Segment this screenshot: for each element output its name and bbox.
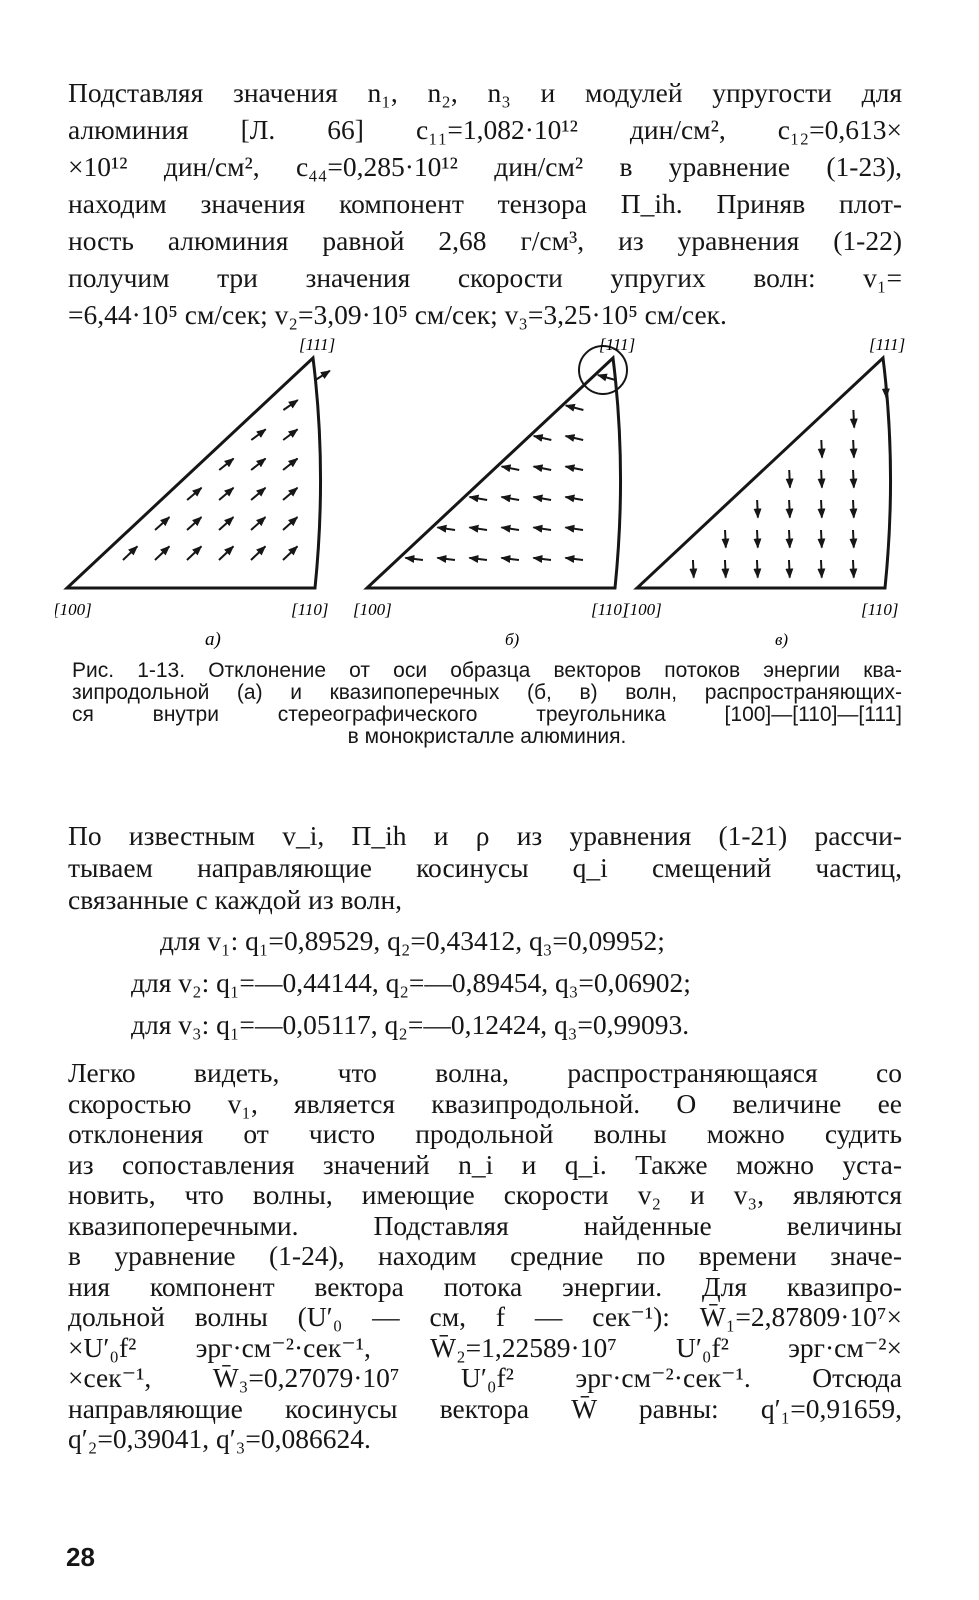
- energy-flux-arrow: [219, 546, 233, 560]
- energy-flux-arrow: [501, 558, 519, 560]
- text-line: отклонения от чисто продольной волны можно судить: [68, 1118, 902, 1149]
- energy-flux-arrow: [187, 546, 201, 560]
- energy-flux-arrow: [565, 527, 583, 530]
- text-line: скоростью v₁, является квазипродольной. О величине ее: [68, 1087, 902, 1119]
- energy-flux-arrow: [821, 500, 822, 518]
- text-line: в уравнение (1-24), находим средние по времени значе-: [68, 1240, 902, 1271]
- vertex-label-top: [111]: [869, 335, 906, 354]
- text-line: направляющие косинусы вектора W̄ равны: q′₁=0,91659,: [68, 1392, 902, 1424]
- energy-flux-arrow: [283, 517, 297, 530]
- energy-flux-arrow: [853, 440, 854, 458]
- energy-flux-arrow: [187, 517, 201, 530]
- energy-flux-arrow: [155, 546, 169, 560]
- energy-flux-arrow: [853, 470, 854, 488]
- text-line: новить, что волны, имеющие скорости v₂ и v₃, являются: [68, 1179, 902, 1210]
- vertex-label-left: [100]: [55, 600, 92, 619]
- caption-line: ся внутри стереографического треугольника [100]—[110]—[111]: [72, 703, 902, 726]
- energy-flux-arrow: [757, 530, 758, 548]
- energy-flux-arrow: [251, 488, 265, 500]
- energy-flux-arrow: [534, 436, 552, 440]
- energy-flux-arrow: [437, 558, 455, 560]
- stereographic-triangles: [55, 330, 925, 650]
- energy-flux-arrow: [469, 558, 487, 560]
- energy-flux-arrow: [219, 459, 233, 470]
- text-line: Легко видеть, что волна, распространяющаяся со: [68, 1057, 902, 1088]
- energy-flux-arrow: [502, 466, 520, 470]
- middle-paragraph: [68, 820, 902, 916]
- energy-flux-arrow: [533, 497, 551, 500]
- text-line: тываем направляющие косинусы q_i смещений частиц,: [68, 852, 902, 883]
- energy-flux-arrow: [501, 527, 519, 530]
- text-line: получим три значения скорости упругих волн: v₁=: [68, 262, 902, 293]
- caption-line: в монокристалле алюминия.: [347, 725, 627, 748]
- energy-flux-arrow: [757, 500, 758, 518]
- energy-flux-arrow: [821, 530, 822, 548]
- energy-flux-arrow: [251, 546, 265, 560]
- triangle-panel: [353, 335, 635, 649]
- vertex-label-right: [110]: [861, 600, 899, 619]
- energy-flux-arrow: [789, 500, 790, 518]
- energy-flux-arrow: [251, 429, 265, 440]
- equation-v3: для v₃: q₁=—0,05117, q₂=—0,12424, q₃=0,99093.: [131, 1009, 690, 1040]
- text-line: из сопоставления значений n_i и q_i. Также можно уста-: [68, 1148, 902, 1180]
- text-line: ния компонент вектора потока энергии. Для квазипро-: [68, 1270, 902, 1302]
- energy-flux-arrow: [533, 527, 551, 530]
- caption-line: Рис. 1-13. Отклонение от оси образца векторов потоков энергии ква-: [72, 659, 902, 682]
- energy-flux-arrow: [821, 440, 822, 458]
- text-line: алюминия [Л. 66] c₁₁=1,082·10¹² дин/см², c₁₂=0,613×: [68, 114, 902, 145]
- figure-caption: [72, 660, 902, 748]
- text-line: дольной волны (U′₀ — см, f — сек⁻¹): W̄₁=2,87809·10⁷×: [68, 1301, 902, 1332]
- text-line: связанные с каждой из волн,: [68, 884, 403, 915]
- text-line: =6,44·10⁵ см/сек; v₂=3,09·10⁵ см/сек; v₃=3,25·10⁵ см/сек.: [68, 299, 727, 330]
- energy-flux-arrow: [283, 546, 297, 560]
- text-line: По известным v_i, Π_ih и ρ из уравнения (1-21) рассчи-: [68, 820, 902, 851]
- energy-flux-arrow: [566, 406, 584, 410]
- energy-flux-arrow: [533, 558, 551, 560]
- energy-flux-arrow: [789, 530, 790, 548]
- text-line: ность алюминия равной 2,68 г/см³, из уравнения (1-22): [68, 225, 902, 256]
- energy-flux-arrow: [123, 546, 137, 560]
- energy-flux-arrow: [283, 459, 297, 470]
- panel-label: б): [505, 630, 520, 649]
- energy-flux-arrow: [693, 560, 694, 578]
- energy-flux-arrow: [219, 517, 233, 530]
- energy-flux-arrow: [853, 500, 854, 518]
- energy-flux-arrow: [821, 470, 822, 488]
- energy-flux-arrow: [155, 517, 169, 530]
- text-line: ×сек⁻¹, W̄₃=0,27079·10⁷ U′₀f² эрг·см⁻²·сек⁻¹. Отсюда: [68, 1362, 902, 1393]
- text-line: q′₂=0,39041, q′₃=0,086624.: [68, 1423, 371, 1454]
- energy-flux-arrow: [315, 371, 329, 380]
- energy-flux-arrow: [283, 429, 297, 440]
- vertex-label-left: [100]: [353, 600, 392, 619]
- triangle-panel: [623, 335, 905, 649]
- energy-flux-arrow: [251, 517, 265, 530]
- top-paragraph: [68, 74, 902, 333]
- vertex-label-right: [110]: [291, 600, 329, 619]
- vertex-label-top: [111]: [299, 335, 336, 354]
- energy-flux-arrow: [251, 459, 265, 470]
- energy-flux-arrow: [725, 560, 726, 578]
- caption-line: зипродольной (а) и квазипоперечных (б, в) волн, распространяющих-: [72, 681, 902, 704]
- energy-flux-arrow: [853, 530, 854, 548]
- energy-flux-arrow: [469, 527, 487, 530]
- energy-flux-arrow: [501, 497, 519, 500]
- energy-flux-arrow: [565, 466, 583, 470]
- bottom-paragraph: [68, 1058, 902, 1455]
- energy-flux-arrow: [534, 466, 552, 470]
- text-line: находим значения компонент тензора Π_ih. Приняв плот-: [68, 188, 902, 219]
- energy-flux-arrow: [853, 560, 854, 578]
- energy-flux-arrow: [757, 560, 758, 578]
- equation-v1: для v₁: q₁=0,89529, q₂=0,43412, q₃=0,09952;: [160, 925, 665, 956]
- triangle-panel: [55, 335, 335, 650]
- vertex-label-left: [100]: [623, 600, 662, 619]
- energy-flux-arrow: [283, 400, 297, 410]
- text-line: Подставляя значения n₁, n₂, n₃ и модулей упругости для: [68, 77, 902, 108]
- text-line: квазипоперечными. Подставляя найденные величины: [68, 1209, 902, 1241]
- energy-flux-arrow: [598, 375, 616, 380]
- panel-label: в): [775, 630, 789, 649]
- energy-flux-arrow: [789, 470, 790, 488]
- energy-flux-arrow: [283, 488, 297, 500]
- triangle-outline: [367, 358, 621, 588]
- energy-flux-arrow: [437, 527, 455, 530]
- energy-flux-arrow: [885, 380, 886, 398]
- vertex-label-top: [111]: [599, 335, 636, 354]
- text-line: ×10¹² дин/см², c₄₄=0,285·10¹² дин/см² в уравнение (1-23),: [68, 151, 902, 182]
- energy-flux-arrow: [725, 530, 726, 548]
- figure-1-13: [55, 330, 925, 650]
- page-number: 28: [66, 1542, 95, 1572]
- energy-flux-arrow: [405, 558, 423, 560]
- energy-flux-arrow: [565, 558, 583, 560]
- vertex-label-right: [110]: [591, 600, 629, 619]
- energy-flux-arrow: [821, 560, 822, 578]
- text-line: ×U′₀f² эрг·см⁻²·сек⁻¹, W̄₂=1,22589·10⁷ U′₀f² эрг·см⁻²×: [68, 1331, 902, 1363]
- panel-label: а): [205, 629, 221, 650]
- energy-flux-arrow: [187, 488, 201, 500]
- energy-flux-arrow: [789, 560, 790, 578]
- equation-v2: для v₂: q₁=—0,44144, q₂=—0,89454, q₃=0,06902;: [131, 967, 691, 998]
- energy-flux-arrow: [219, 488, 233, 500]
- energy-flux-arrow: [566, 436, 584, 440]
- energy-flux-arrow: [565, 497, 583, 500]
- energy-flux-arrow: [470, 497, 488, 500]
- energy-flux-arrow: [853, 410, 854, 428]
